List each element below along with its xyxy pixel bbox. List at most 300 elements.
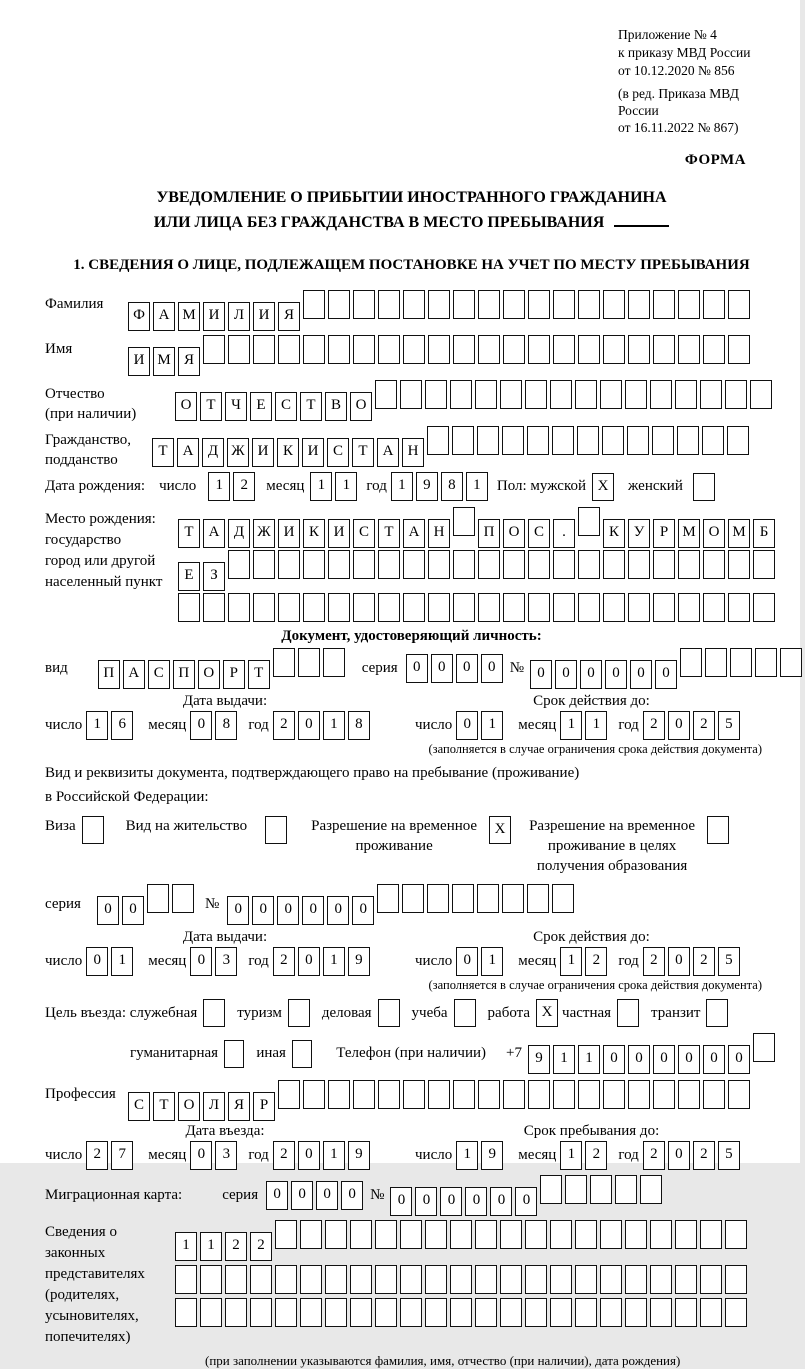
char-cell[interactable]: 0 bbox=[728, 1045, 750, 1074]
char-cell[interactable]: А bbox=[177, 438, 199, 467]
char-cell[interactable]: И bbox=[128, 347, 150, 376]
char-cell[interactable]: 2 bbox=[225, 1232, 247, 1261]
purpose-study-checkbox[interactable] bbox=[454, 999, 476, 1027]
char-cell[interactable] bbox=[203, 335, 225, 364]
char-cell[interactable] bbox=[303, 335, 325, 364]
char-cell[interactable] bbox=[350, 1220, 372, 1249]
char-cell[interactable] bbox=[350, 1265, 372, 1294]
char-cell[interactable]: О bbox=[503, 519, 525, 548]
char-cell[interactable]: 0 bbox=[465, 1187, 487, 1216]
char-cell[interactable]: 0 bbox=[86, 947, 108, 976]
char-cell[interactable] bbox=[250, 1298, 272, 1327]
char-cell[interactable] bbox=[615, 1175, 637, 1204]
char-cell[interactable] bbox=[400, 1298, 422, 1327]
char-cell[interactable]: А bbox=[123, 660, 145, 689]
char-cell[interactable]: 1 bbox=[323, 1141, 345, 1170]
residence-permit-checkbox[interactable] bbox=[265, 816, 287, 844]
char-cell[interactable] bbox=[578, 507, 600, 536]
char-cell[interactable]: 0 bbox=[580, 660, 602, 689]
char-cell[interactable] bbox=[702, 426, 724, 455]
char-cell[interactable]: 0 bbox=[515, 1187, 537, 1216]
char-cell[interactable]: 0 bbox=[277, 896, 299, 925]
char-cell[interactable] bbox=[653, 290, 675, 319]
char-cell[interactable]: 0 bbox=[668, 1141, 690, 1170]
char-cell[interactable]: Ч bbox=[225, 392, 247, 421]
char-cell[interactable] bbox=[703, 335, 725, 364]
char-cell[interactable] bbox=[203, 593, 225, 622]
char-cell[interactable] bbox=[728, 1080, 750, 1109]
char-cell[interactable] bbox=[727, 426, 749, 455]
char-cell[interactable]: 1 bbox=[560, 1141, 582, 1170]
char-cell[interactable]: 1 bbox=[200, 1232, 222, 1261]
char-cell[interactable]: 0 bbox=[291, 1181, 313, 1210]
char-cell[interactable] bbox=[753, 550, 775, 579]
char-cell[interactable] bbox=[450, 1220, 472, 1249]
char-cell[interactable] bbox=[650, 1220, 672, 1249]
char-cell[interactable] bbox=[275, 1220, 297, 1249]
char-cell[interactable]: 1 bbox=[560, 947, 582, 976]
char-cell[interactable]: 0 bbox=[298, 711, 320, 740]
char-cell[interactable]: 1 bbox=[391, 472, 413, 501]
purpose-humanitarian-checkbox[interactable] bbox=[224, 1040, 244, 1068]
char-cell[interactable] bbox=[700, 1265, 722, 1294]
char-cell[interactable]: 1 bbox=[86, 711, 108, 740]
char-cell[interactable] bbox=[253, 335, 275, 364]
char-cell[interactable] bbox=[298, 648, 320, 677]
char-cell[interactable] bbox=[750, 380, 772, 409]
char-cell[interactable] bbox=[253, 550, 275, 579]
char-cell[interactable] bbox=[225, 1298, 247, 1327]
char-cell[interactable] bbox=[452, 884, 474, 913]
char-cell[interactable] bbox=[350, 1298, 372, 1327]
char-cell[interactable]: 0 bbox=[678, 1045, 700, 1074]
char-cell[interactable] bbox=[428, 335, 450, 364]
char-cell[interactable]: 0 bbox=[628, 1045, 650, 1074]
char-cell[interactable] bbox=[753, 1033, 775, 1062]
char-cell[interactable]: 0 bbox=[122, 896, 144, 925]
char-cell[interactable] bbox=[378, 593, 400, 622]
char-cell[interactable] bbox=[700, 380, 722, 409]
char-cell[interactable]: . bbox=[553, 519, 575, 548]
char-cell[interactable]: Т bbox=[248, 660, 270, 689]
char-cell[interactable] bbox=[703, 290, 725, 319]
char-cell[interactable] bbox=[705, 648, 727, 677]
female-checkbox[interactable] bbox=[693, 473, 715, 501]
char-cell[interactable]: И bbox=[252, 438, 274, 467]
char-cell[interactable] bbox=[453, 1080, 475, 1109]
char-cell[interactable] bbox=[680, 648, 702, 677]
char-cell[interactable] bbox=[650, 380, 672, 409]
char-cell[interactable]: 2 bbox=[693, 947, 715, 976]
char-cell[interactable]: Т bbox=[300, 392, 322, 421]
char-cell[interactable] bbox=[275, 1265, 297, 1294]
char-cell[interactable] bbox=[402, 884, 424, 913]
char-cell[interactable] bbox=[328, 1080, 350, 1109]
char-cell[interactable] bbox=[527, 426, 549, 455]
char-cell[interactable] bbox=[328, 593, 350, 622]
char-cell[interactable] bbox=[730, 648, 752, 677]
char-cell[interactable]: 1 bbox=[585, 711, 607, 740]
char-cell[interactable] bbox=[553, 335, 575, 364]
char-cell[interactable] bbox=[678, 290, 700, 319]
char-cell[interactable] bbox=[528, 550, 550, 579]
char-cell[interactable] bbox=[528, 290, 550, 319]
char-cell[interactable] bbox=[478, 335, 500, 364]
char-cell[interactable] bbox=[725, 1220, 747, 1249]
char-cell[interactable]: 1 bbox=[175, 1232, 197, 1261]
char-cell[interactable] bbox=[525, 380, 547, 409]
char-cell[interactable]: 0 bbox=[703, 1045, 725, 1074]
char-cell[interactable]: К bbox=[303, 519, 325, 548]
char-cell[interactable] bbox=[628, 1080, 650, 1109]
char-cell[interactable] bbox=[577, 426, 599, 455]
char-cell[interactable] bbox=[328, 550, 350, 579]
char-cell[interactable]: 0 bbox=[456, 654, 478, 683]
char-cell[interactable]: 1 bbox=[310, 472, 332, 501]
char-cell[interactable] bbox=[677, 426, 699, 455]
char-cell[interactable] bbox=[600, 1265, 622, 1294]
char-cell[interactable]: Т bbox=[178, 519, 200, 548]
char-cell[interactable]: 2 bbox=[693, 711, 715, 740]
char-cell[interactable] bbox=[503, 290, 525, 319]
char-cell[interactable] bbox=[147, 884, 169, 913]
char-cell[interactable] bbox=[403, 550, 425, 579]
char-cell[interactable] bbox=[700, 1220, 722, 1249]
char-cell[interactable]: 0 bbox=[456, 947, 478, 976]
char-cell[interactable] bbox=[625, 1298, 647, 1327]
char-cell[interactable] bbox=[303, 593, 325, 622]
char-cell[interactable] bbox=[228, 550, 250, 579]
char-cell[interactable]: 0 bbox=[298, 1141, 320, 1170]
char-cell[interactable]: Я bbox=[228, 1092, 250, 1121]
char-cell[interactable] bbox=[378, 290, 400, 319]
char-cell[interactable] bbox=[628, 335, 650, 364]
char-cell[interactable] bbox=[403, 290, 425, 319]
char-cell[interactable] bbox=[728, 550, 750, 579]
char-cell[interactable] bbox=[578, 290, 600, 319]
char-cell[interactable] bbox=[703, 593, 725, 622]
purpose-business-checkbox[interactable] bbox=[378, 999, 400, 1027]
char-cell[interactable] bbox=[528, 593, 550, 622]
char-cell[interactable]: И bbox=[203, 302, 225, 331]
char-cell[interactable] bbox=[500, 380, 522, 409]
char-cell[interactable] bbox=[728, 290, 750, 319]
char-cell[interactable]: 0 bbox=[668, 947, 690, 976]
char-cell[interactable] bbox=[353, 593, 375, 622]
char-cell[interactable] bbox=[678, 593, 700, 622]
char-cell[interactable]: Е bbox=[250, 392, 272, 421]
char-cell[interactable]: 0 bbox=[481, 654, 503, 683]
char-cell[interactable]: 8 bbox=[348, 711, 370, 740]
char-cell[interactable] bbox=[275, 1298, 297, 1327]
char-cell[interactable] bbox=[428, 290, 450, 319]
char-cell[interactable] bbox=[378, 335, 400, 364]
char-cell[interactable]: Ж bbox=[227, 438, 249, 467]
char-cell[interactable]: И bbox=[328, 519, 350, 548]
char-cell[interactable] bbox=[603, 593, 625, 622]
char-cell[interactable]: И bbox=[253, 302, 275, 331]
char-cell[interactable]: 1 bbox=[481, 947, 503, 976]
char-cell[interactable]: О bbox=[178, 1092, 200, 1121]
char-cell[interactable] bbox=[500, 1220, 522, 1249]
char-cell[interactable] bbox=[575, 1298, 597, 1327]
char-cell[interactable] bbox=[625, 1265, 647, 1294]
char-cell[interactable]: Л bbox=[228, 302, 250, 331]
char-cell[interactable] bbox=[652, 426, 674, 455]
char-cell[interactable]: М bbox=[728, 519, 750, 548]
char-cell[interactable]: 1 bbox=[466, 472, 488, 501]
char-cell[interactable] bbox=[725, 380, 747, 409]
char-cell[interactable]: 0 bbox=[605, 660, 627, 689]
char-cell[interactable] bbox=[228, 335, 250, 364]
char-cell[interactable]: И bbox=[278, 519, 300, 548]
char-cell[interactable] bbox=[503, 1080, 525, 1109]
char-cell[interactable] bbox=[375, 1220, 397, 1249]
char-cell[interactable] bbox=[353, 335, 375, 364]
char-cell[interactable] bbox=[475, 1265, 497, 1294]
char-cell[interactable] bbox=[502, 884, 524, 913]
char-cell[interactable]: М bbox=[153, 347, 175, 376]
char-cell[interactable] bbox=[650, 1298, 672, 1327]
char-cell[interactable] bbox=[278, 593, 300, 622]
char-cell[interactable]: 0 bbox=[406, 654, 428, 683]
char-cell[interactable]: 2 bbox=[585, 1141, 607, 1170]
char-cell[interactable] bbox=[653, 593, 675, 622]
char-cell[interactable]: 3 bbox=[215, 947, 237, 976]
char-cell[interactable] bbox=[425, 380, 447, 409]
char-cell[interactable]: 2 bbox=[643, 1141, 665, 1170]
char-cell[interactable] bbox=[425, 1298, 447, 1327]
purpose-tourism-checkbox[interactable] bbox=[288, 999, 310, 1027]
char-cell[interactable] bbox=[503, 335, 525, 364]
char-cell[interactable]: Т bbox=[200, 392, 222, 421]
char-cell[interactable] bbox=[550, 380, 572, 409]
char-cell[interactable] bbox=[400, 1220, 422, 1249]
char-cell[interactable] bbox=[578, 550, 600, 579]
char-cell[interactable] bbox=[578, 593, 600, 622]
char-cell[interactable]: А bbox=[203, 519, 225, 548]
char-cell[interactable] bbox=[628, 593, 650, 622]
char-cell[interactable] bbox=[200, 1298, 222, 1327]
char-cell[interactable]: 9 bbox=[528, 1045, 550, 1074]
char-cell[interactable] bbox=[478, 593, 500, 622]
char-cell[interactable] bbox=[628, 290, 650, 319]
char-cell[interactable] bbox=[625, 1220, 647, 1249]
char-cell[interactable] bbox=[378, 550, 400, 579]
char-cell[interactable]: 7 bbox=[111, 1141, 133, 1170]
char-cell[interactable]: К bbox=[277, 438, 299, 467]
char-cell[interactable] bbox=[475, 1298, 497, 1327]
char-cell[interactable] bbox=[172, 884, 194, 913]
char-cell[interactable] bbox=[550, 1298, 572, 1327]
char-cell[interactable]: 2 bbox=[693, 1141, 715, 1170]
char-cell[interactable] bbox=[575, 1265, 597, 1294]
char-cell[interactable]: Е bbox=[178, 562, 200, 591]
purpose-private-checkbox[interactable] bbox=[617, 999, 639, 1027]
char-cell[interactable] bbox=[178, 593, 200, 622]
char-cell[interactable]: 0 bbox=[603, 1045, 625, 1074]
char-cell[interactable]: Р bbox=[223, 660, 245, 689]
char-cell[interactable] bbox=[678, 550, 700, 579]
char-cell[interactable]: М bbox=[678, 519, 700, 548]
char-cell[interactable]: 5 bbox=[718, 1141, 740, 1170]
char-cell[interactable] bbox=[628, 550, 650, 579]
char-cell[interactable]: 0 bbox=[341, 1181, 363, 1210]
char-cell[interactable] bbox=[500, 1298, 522, 1327]
char-cell[interactable]: 2 bbox=[86, 1141, 108, 1170]
char-cell[interactable] bbox=[678, 335, 700, 364]
char-cell[interactable] bbox=[502, 426, 524, 455]
char-cell[interactable] bbox=[590, 1175, 612, 1204]
char-cell[interactable] bbox=[323, 648, 345, 677]
char-cell[interactable] bbox=[427, 426, 449, 455]
char-cell[interactable]: 1 bbox=[553, 1045, 575, 1074]
char-cell[interactable] bbox=[300, 1220, 322, 1249]
char-cell[interactable] bbox=[675, 380, 697, 409]
char-cell[interactable]: 0 bbox=[490, 1187, 512, 1216]
char-cell[interactable]: В bbox=[325, 392, 347, 421]
char-cell[interactable]: 1 bbox=[323, 947, 345, 976]
char-cell[interactable] bbox=[528, 335, 550, 364]
char-cell[interactable]: 0 bbox=[190, 947, 212, 976]
char-cell[interactable]: Д bbox=[228, 519, 250, 548]
char-cell[interactable] bbox=[303, 550, 325, 579]
purpose-transit-checkbox[interactable] bbox=[706, 999, 728, 1027]
char-cell[interactable]: 0 bbox=[630, 660, 652, 689]
char-cell[interactable]: 0 bbox=[190, 711, 212, 740]
char-cell[interactable] bbox=[477, 426, 499, 455]
char-cell[interactable] bbox=[527, 884, 549, 913]
char-cell[interactable]: 1 bbox=[323, 711, 345, 740]
char-cell[interactable] bbox=[503, 593, 525, 622]
char-cell[interactable] bbox=[353, 550, 375, 579]
char-cell[interactable] bbox=[553, 550, 575, 579]
char-cell[interactable] bbox=[400, 1265, 422, 1294]
char-cell[interactable]: С bbox=[327, 438, 349, 467]
char-cell[interactable]: 1 bbox=[560, 711, 582, 740]
char-cell[interactable] bbox=[653, 550, 675, 579]
char-cell[interactable]: Я bbox=[278, 302, 300, 331]
char-cell[interactable]: 1 bbox=[208, 472, 230, 501]
char-cell[interactable]: С bbox=[275, 392, 297, 421]
char-cell[interactable]: Т bbox=[352, 438, 374, 467]
char-cell[interactable] bbox=[300, 1265, 322, 1294]
char-cell[interactable] bbox=[540, 1175, 562, 1204]
char-cell[interactable]: 1 bbox=[335, 472, 357, 501]
char-cell[interactable]: 1 bbox=[456, 1141, 478, 1170]
char-cell[interactable] bbox=[650, 1265, 672, 1294]
char-cell[interactable] bbox=[600, 380, 622, 409]
char-cell[interactable] bbox=[678, 1080, 700, 1109]
char-cell[interactable] bbox=[450, 1298, 472, 1327]
char-cell[interactable] bbox=[675, 1265, 697, 1294]
char-cell[interactable]: 0 bbox=[327, 896, 349, 925]
char-cell[interactable]: 0 bbox=[653, 1045, 675, 1074]
char-cell[interactable]: И bbox=[302, 438, 324, 467]
char-cell[interactable]: 0 bbox=[530, 660, 552, 689]
char-cell[interactable]: 0 bbox=[298, 947, 320, 976]
char-cell[interactable] bbox=[253, 593, 275, 622]
char-cell[interactable]: П bbox=[173, 660, 195, 689]
char-cell[interactable] bbox=[428, 550, 450, 579]
char-cell[interactable] bbox=[640, 1175, 662, 1204]
char-cell[interactable]: Т bbox=[153, 1092, 175, 1121]
char-cell[interactable] bbox=[273, 648, 295, 677]
char-cell[interactable] bbox=[552, 884, 574, 913]
char-cell[interactable] bbox=[453, 290, 475, 319]
char-cell[interactable] bbox=[565, 1175, 587, 1204]
char-cell[interactable]: 2 bbox=[273, 1141, 295, 1170]
char-cell[interactable]: Р bbox=[653, 519, 675, 548]
temp-residence-checkbox[interactable]: X bbox=[489, 816, 511, 844]
char-cell[interactable] bbox=[477, 884, 499, 913]
char-cell[interactable] bbox=[250, 1265, 272, 1294]
char-cell[interactable] bbox=[278, 335, 300, 364]
char-cell[interactable] bbox=[703, 550, 725, 579]
char-cell[interactable] bbox=[600, 1298, 622, 1327]
char-cell[interactable]: Н bbox=[428, 519, 450, 548]
char-cell[interactable]: К bbox=[603, 519, 625, 548]
char-cell[interactable]: 0 bbox=[431, 654, 453, 683]
char-cell[interactable]: А bbox=[403, 519, 425, 548]
char-cell[interactable]: О bbox=[350, 392, 372, 421]
char-cell[interactable]: О bbox=[175, 392, 197, 421]
char-cell[interactable]: А bbox=[377, 438, 399, 467]
char-cell[interactable] bbox=[552, 426, 574, 455]
char-cell[interactable] bbox=[378, 1080, 400, 1109]
purpose-work-checkbox[interactable]: X bbox=[536, 999, 558, 1027]
char-cell[interactable] bbox=[725, 1298, 747, 1327]
char-cell[interactable] bbox=[425, 1265, 447, 1294]
char-cell[interactable] bbox=[753, 593, 775, 622]
char-cell[interactable] bbox=[450, 380, 472, 409]
char-cell[interactable]: Р bbox=[253, 1092, 275, 1121]
male-checkbox[interactable]: X bbox=[592, 473, 614, 501]
temp-residence-edu-checkbox[interactable] bbox=[707, 816, 729, 844]
char-cell[interactable] bbox=[428, 593, 450, 622]
char-cell[interactable]: 5 bbox=[718, 711, 740, 740]
char-cell[interactable]: С bbox=[353, 519, 375, 548]
char-cell[interactable]: 6 bbox=[111, 711, 133, 740]
char-cell[interactable]: 3 bbox=[215, 1141, 237, 1170]
char-cell[interactable] bbox=[553, 593, 575, 622]
char-cell[interactable] bbox=[653, 335, 675, 364]
char-cell[interactable] bbox=[525, 1265, 547, 1294]
char-cell[interactable]: О bbox=[198, 660, 220, 689]
char-cell[interactable]: П bbox=[478, 519, 500, 548]
char-cell[interactable] bbox=[403, 593, 425, 622]
char-cell[interactable]: А bbox=[153, 302, 175, 331]
char-cell[interactable]: 0 bbox=[302, 896, 324, 925]
char-cell[interactable]: 0 bbox=[252, 896, 274, 925]
char-cell[interactable]: 0 bbox=[97, 896, 119, 925]
char-cell[interactable] bbox=[428, 1080, 450, 1109]
char-cell[interactable] bbox=[452, 426, 474, 455]
char-cell[interactable]: 8 bbox=[215, 711, 237, 740]
char-cell[interactable]: 0 bbox=[390, 1187, 412, 1216]
char-cell[interactable] bbox=[453, 335, 475, 364]
char-cell[interactable] bbox=[603, 550, 625, 579]
char-cell[interactable]: Ф bbox=[128, 302, 150, 331]
char-cell[interactable]: Н bbox=[402, 438, 424, 467]
char-cell[interactable] bbox=[325, 1298, 347, 1327]
char-cell[interactable]: О bbox=[703, 519, 725, 548]
char-cell[interactable] bbox=[528, 1080, 550, 1109]
char-cell[interactable]: Т bbox=[378, 519, 400, 548]
char-cell[interactable]: 0 bbox=[227, 896, 249, 925]
char-cell[interactable]: 5 bbox=[718, 947, 740, 976]
char-cell[interactable] bbox=[403, 1080, 425, 1109]
